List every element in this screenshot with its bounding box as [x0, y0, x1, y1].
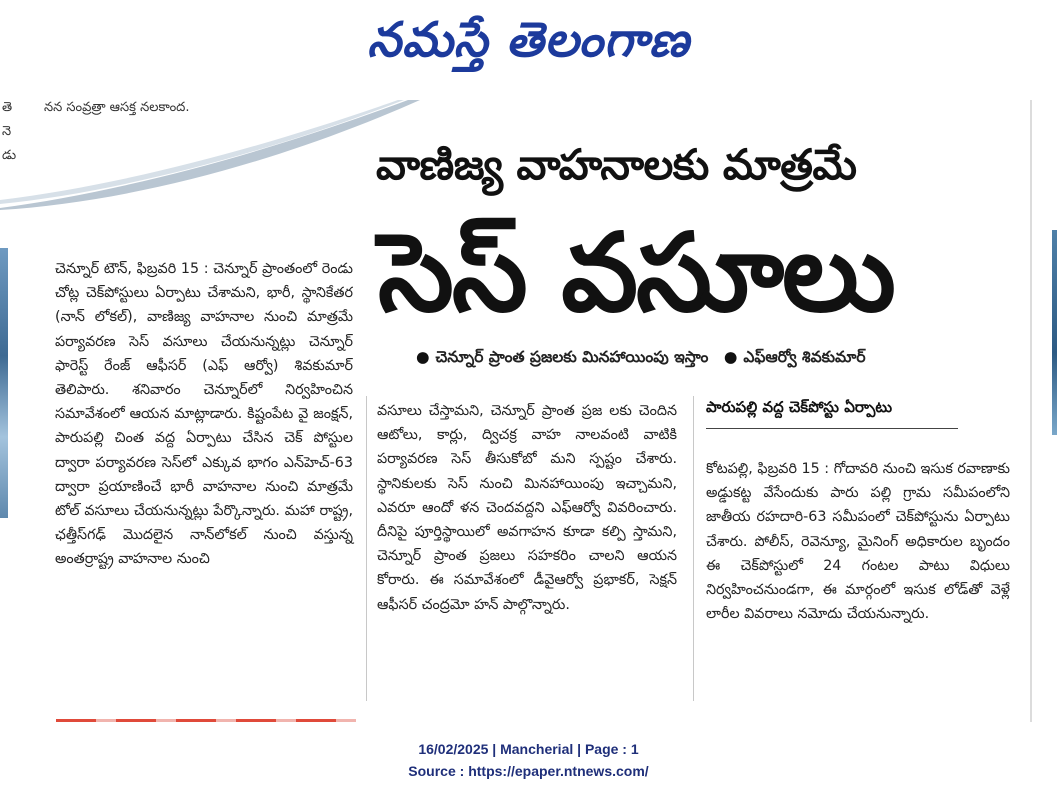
edge-fragment: తె [2, 100, 13, 115]
masthead-logo: నమస్తే తెలంగాణ [367, 12, 690, 68]
adjacent-photo-edge [0, 248, 8, 518]
deck-line [416, 348, 1016, 370]
headline: సెస్ వసూలు [378, 211, 894, 336]
deck-item: ఎఫ్‌ఆర్వో శివకుమార్ [743, 348, 866, 366]
clip-edge [1030, 100, 1032, 722]
edition-info: 16/02/2025 | Mancherial | Page : 1 [418, 741, 639, 757]
deck-item: చెన్నూర్ ప్రాంత ప్రజలకు మినహాయింపు ఇస్తాం [435, 348, 709, 366]
edge-fragment: డు [2, 148, 17, 163]
bullet-icon: ● [416, 348, 430, 366]
column-divider [366, 396, 367, 701]
subheading-rule [706, 428, 958, 429]
adjacent-photo-edge [1052, 230, 1057, 435]
page-footer [0, 738, 1057, 782]
box-subheading: పారుపల్లి వద్ద చెక్‌పోస్టు ఏర్పాటు [706, 398, 893, 416]
cut-off-text-fragment: నన సంవ్రత్రా ఆసక్త నలకాంద. [44, 100, 190, 115]
article-column-3: కోటపల్లి, ఫిబ్రవరి 15 : గోదావరి నుంచి ఇసుక రవాణాకు అడ్డుకట్ట వేసేందుకు పారు పల్లి గ్రామ సమీపంలోని జాతీయ రహదారి-63 సమీపంలో చెక్‌పోస్టును ఏర్పాటు చేశారు. పోలీస్, రెవెన్యూ, మైనింగ్ అధికారుల బృందం ఈ చెక్‌పోస్టులో 24 గంటల పాటు విధులు నిర్వహించనుండగా, ఈ మార్గంలో ఇసుక లోడ్‌తో వెళ్లే లారీల వివరాలు నమోదు చేయనున్నారు. [706, 461, 1010, 623]
column-divider [693, 396, 694, 701]
article-column-1: చెన్నూర్ టౌన్, ఫిబ్రవరి 15 : చెన్నూర్ ప్రాంతంలో రెండు చోట్ల చెక్‌పోస్టులు ఏర్పాటు చేశామని, భారీ, స్థానికేతర (నాన్ లోకల్), వాణిజ్య వాహనాల నుంచి మాత్రమే పర్యావరణ సెస్ వసూలు చేయనున్నట్లు చెన్నూర్ ఫారెస్ట్ రేంజ్ ఆఫీసర్ (ఎఫ్ ఆర్వో) శివకుమార్ తెలిపారు. శనివారం చెన్నూర్‌లో నిర్వహించిన సమావేశంలో ఆయన మాట్లాడారు. కిష్టంపేట వై జంక్షన్, పారుపల్లి చింత వద్ద ఏర్పాటు చేసిన చెక్ పోస్టుల ద్వారా పర్యావరణ సెస్‌లో ఎక్కువ భాగం ఎన్‌హెచ్-63 ద్వారా ప్రయాణించే భారీ వాహనాల నుంచి మాత్రమే టోల్ వసూలు చేయనున్నట్లు పేర్కొన్నారు. మహా రాష్ట్ర, ఛత్తీస్‌గఢ్ మొదలైన నాన్‌లోకల్ నుంచి వస్తున్న అంతర్రాష్ట్ర వాహనాల నుంచి [55, 261, 353, 568]
adjacent-clip-edge [56, 719, 356, 722]
source-link[interactable]: Source : https://epaper.ntnews.com/ [408, 763, 649, 779]
article-column-2: వసూలు చేస్తామని, చెన్నూర్ ప్రాంత ప్రజ లకు చెందిన ఆటోలు, కార్లు, ద్విచక్ర వాహ నాలవంటి వాటికి పర్యావరణ సెస్ తీసుకోబో మని స్పష్టం చేశారు. స్థానికులకు సెస్ నుంచి మినహాయింపు ఇచ్చామని, ఎవరూ ఆందో ళన చెందవద్దని ఎఫ్‌ఆర్వో వివరించారు. దీనిపై పూర్తిస్థాయిలో అవగాహన కూడా కల్పి స్తామని, చెన్నూర్ ప్రాంత ప్రజలు సహకరిం చాలని ఆయన కోరారు. ఈ సమావేశంలో డీవైఆర్వో ప్రభాకర్, సెక్షన్ ఆఫీసర్ చంద్రమో హన్ పాల్గొన్నారు. [377, 403, 677, 613]
headline-kicker: వాణిజ్య వాహనాలకు మాత్రమే [376, 140, 857, 189]
bullet-icon: ● [723, 348, 738, 366]
news-clipping [0, 100, 1032, 722]
edge-fragment: నె [2, 124, 12, 139]
